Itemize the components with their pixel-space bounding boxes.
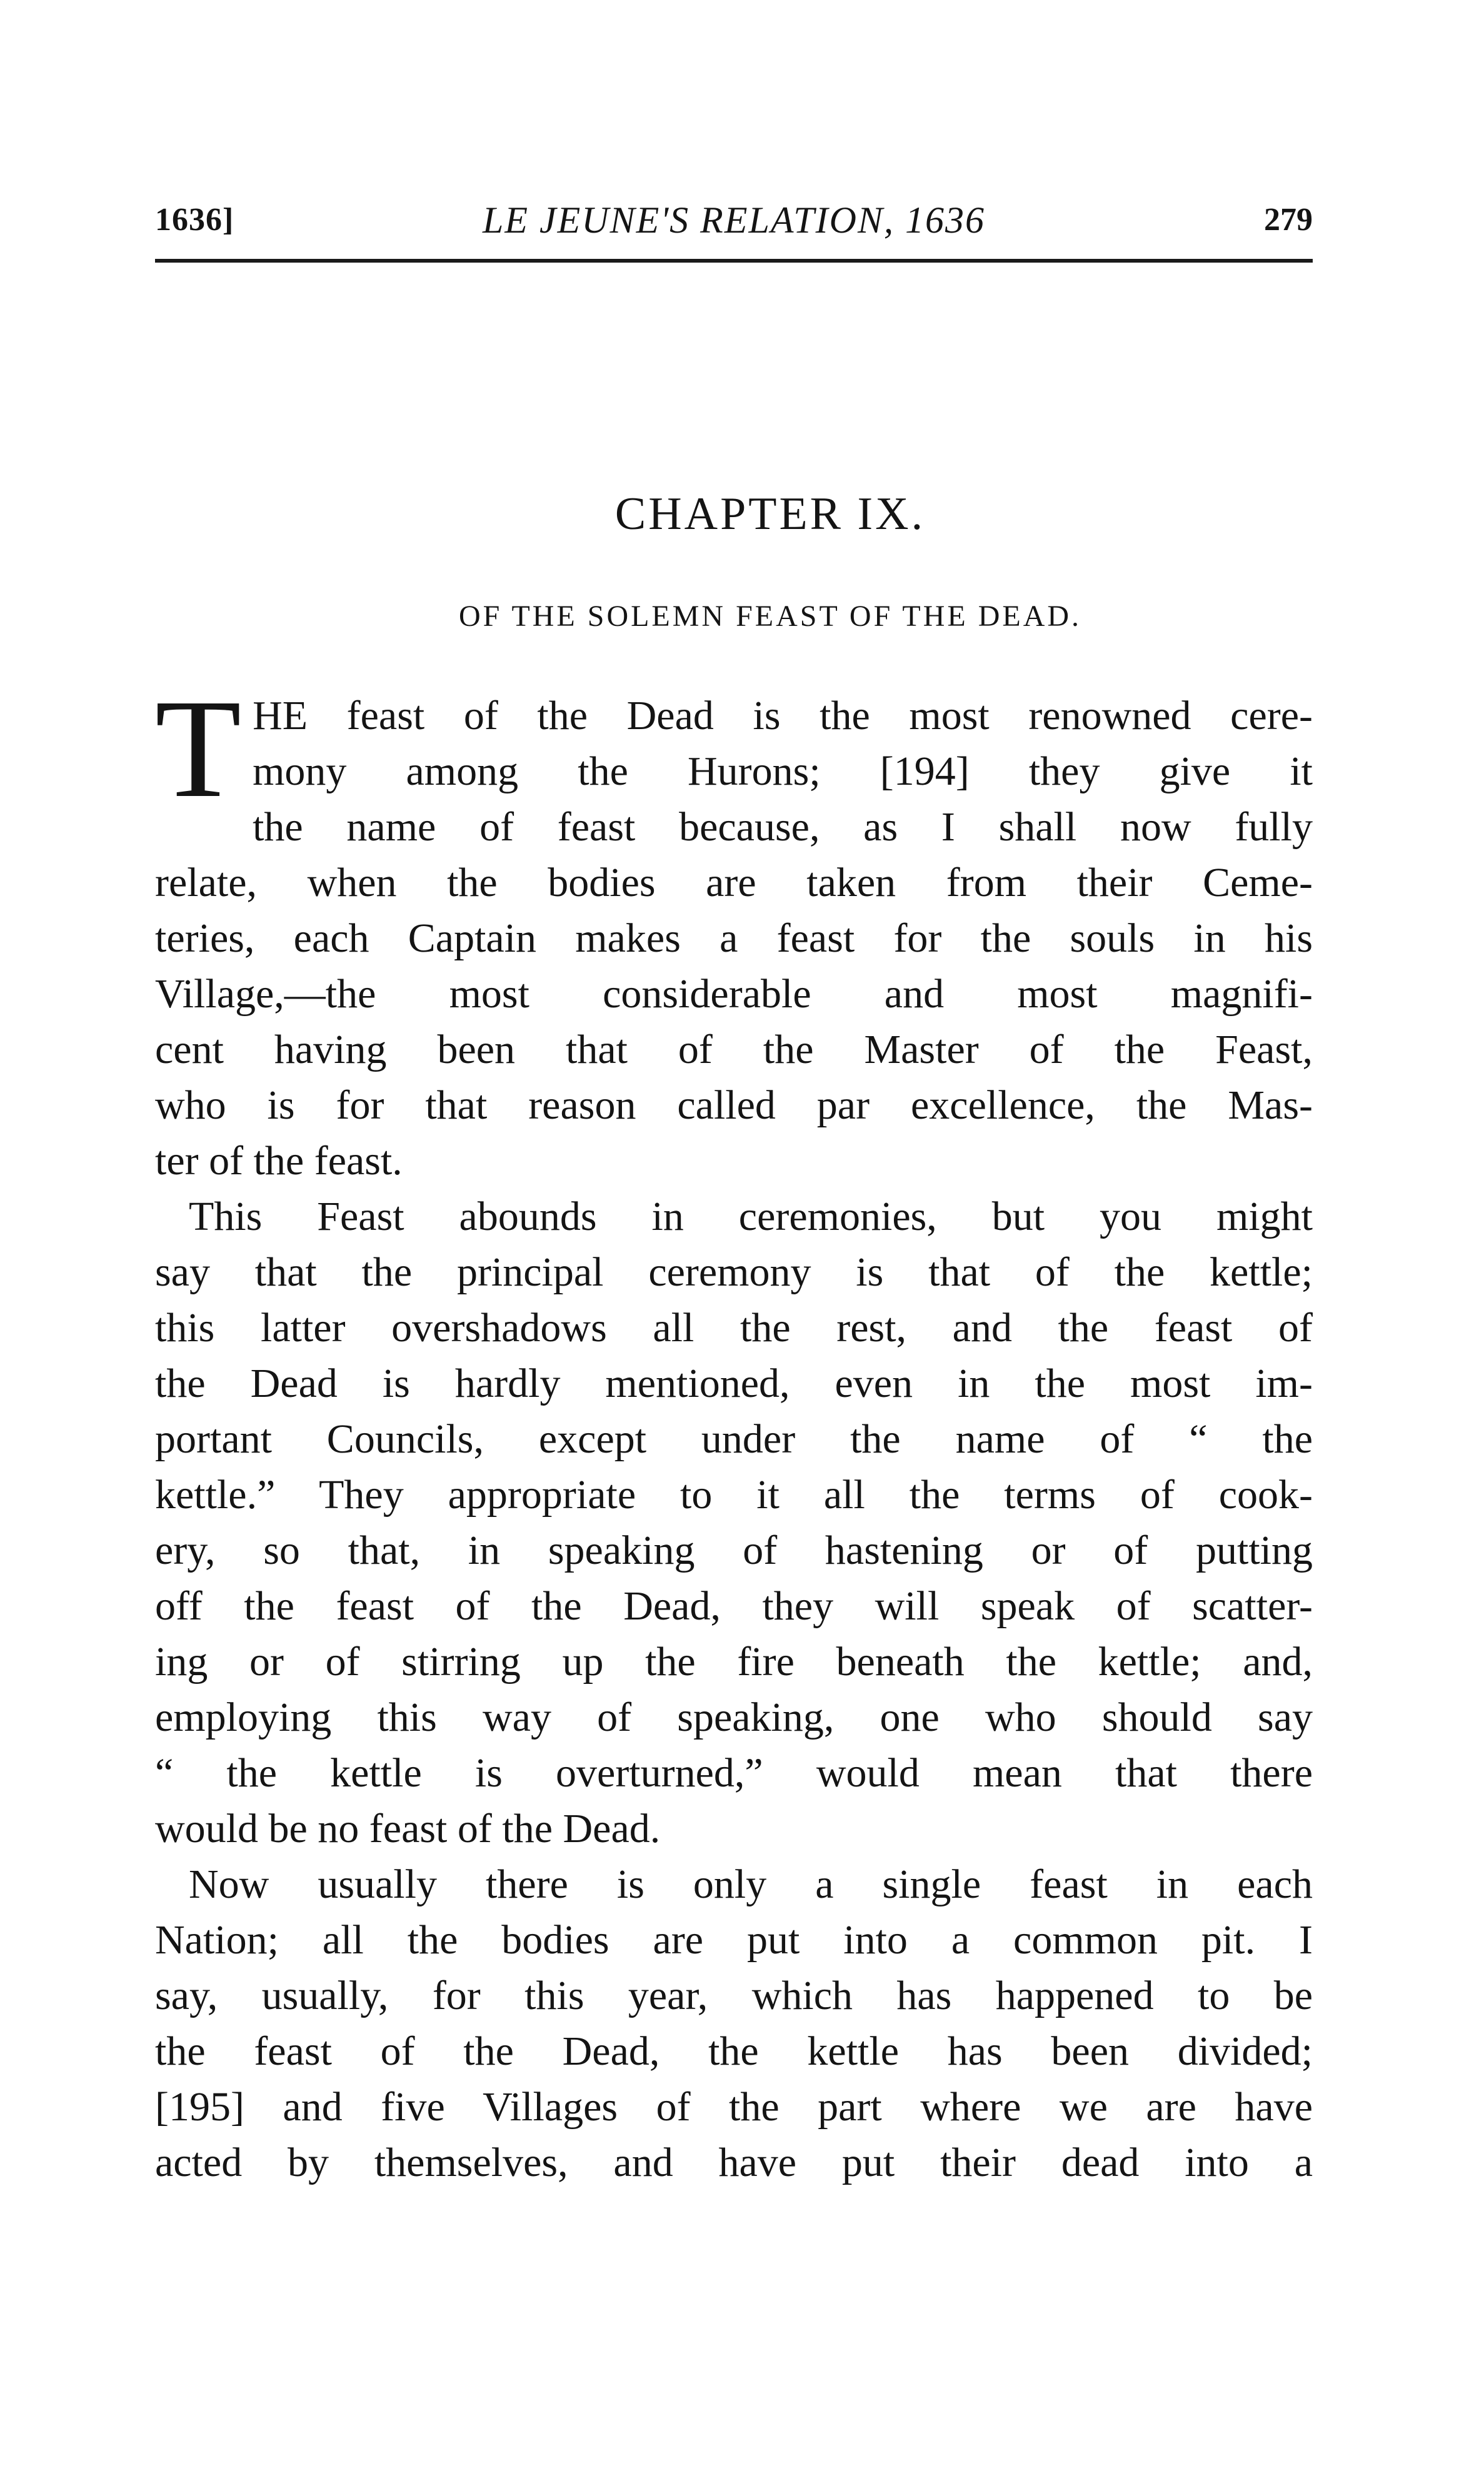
text-line: say that the principal ceremony is that of the kettle;: [155, 1249, 1313, 1295]
body-text: [155, 670, 1313, 2190]
text-line: portant Councils, except under the name of “ the: [155, 1416, 1313, 1462]
text-line: acted by themselves, and have put their dead into a: [155, 2140, 1313, 2185]
text-line: ing or of stirring up the fire beneath the kettle; and,: [155, 1639, 1313, 1685]
text-line: “ the kettle is overturned,” would mean that there: [155, 1750, 1313, 1796]
text-line: the feast of the Dead, the kettle has been divided;: [155, 2028, 1313, 2074]
header-rule: [155, 259, 1313, 263]
paragraph-1: [155, 670, 1313, 1189]
chapter-subtitle: OF THE SOLEMN FEAST OF THE DEAD.: [458, 600, 1082, 633]
text-line: relate, when the bodies are taken from their Ceme-: [155, 860, 1313, 905]
page-number: 279: [1264, 202, 1313, 238]
running-head-year: 1636]: [155, 202, 234, 238]
text-line: Now usually there is only a single feast in each: [189, 1861, 1313, 1907]
text-line: teries, each Captain makes a feast for the souls in his: [155, 915, 1313, 961]
text-line: mony among the Hurons; [194] they give it: [253, 748, 1313, 794]
running-head: [155, 201, 1313, 251]
text-line: kettle.” They appropriate to it all the terms of cook-: [155, 1472, 1313, 1518]
chapter-title: CHAPTER IX.: [614, 488, 926, 540]
text-line: who is for that reason called par excellence, the Mas-: [155, 1082, 1313, 1128]
text-line: This Feast abounds in ceremonies, but you might: [189, 1194, 1313, 1239]
text-line: HE feast of the Dead is the most renowned cere-: [253, 693, 1313, 738]
text-line: Village,—the most considerable and most magnifi-: [155, 971, 1313, 1017]
text-line: would be no feast of the Dead.: [155, 1806, 661, 1851]
text-line: cent having been that of the Master of the Feast,: [155, 1027, 1313, 1072]
text-line: ery, so that, in speaking of hastening or of putting: [155, 1528, 1313, 1573]
running-head-title: LE JEUNE'S RELATION, 1636: [483, 199, 985, 241]
text-line: ter of the feast.: [155, 1138, 403, 1184]
text-line: say, usually, for this year, which has happened to be: [155, 1973, 1313, 2018]
paragraph-3: [155, 1856, 1313, 2190]
text-line: employing this way of speaking, one who should say: [155, 1695, 1313, 1740]
text-line: [195] and five Villages of the part where we are have: [155, 2084, 1313, 2130]
text-line: the Dead is hardly mentioned, even in the most im-: [155, 1361, 1313, 1406]
drop-cap: T: [155, 670, 242, 827]
text-line: Nation; all the bodies are put into a common pit. I: [155, 1917, 1313, 1963]
text-line: off the feast of the Dead, they will speak of scatter-: [155, 1583, 1313, 1629]
text-line: the name of feast because, as I shall now fully: [253, 804, 1313, 850]
text-line: this latter overshadows all the rest, and the feast of: [155, 1305, 1313, 1351]
paragraph-2: [155, 1189, 1313, 1856]
